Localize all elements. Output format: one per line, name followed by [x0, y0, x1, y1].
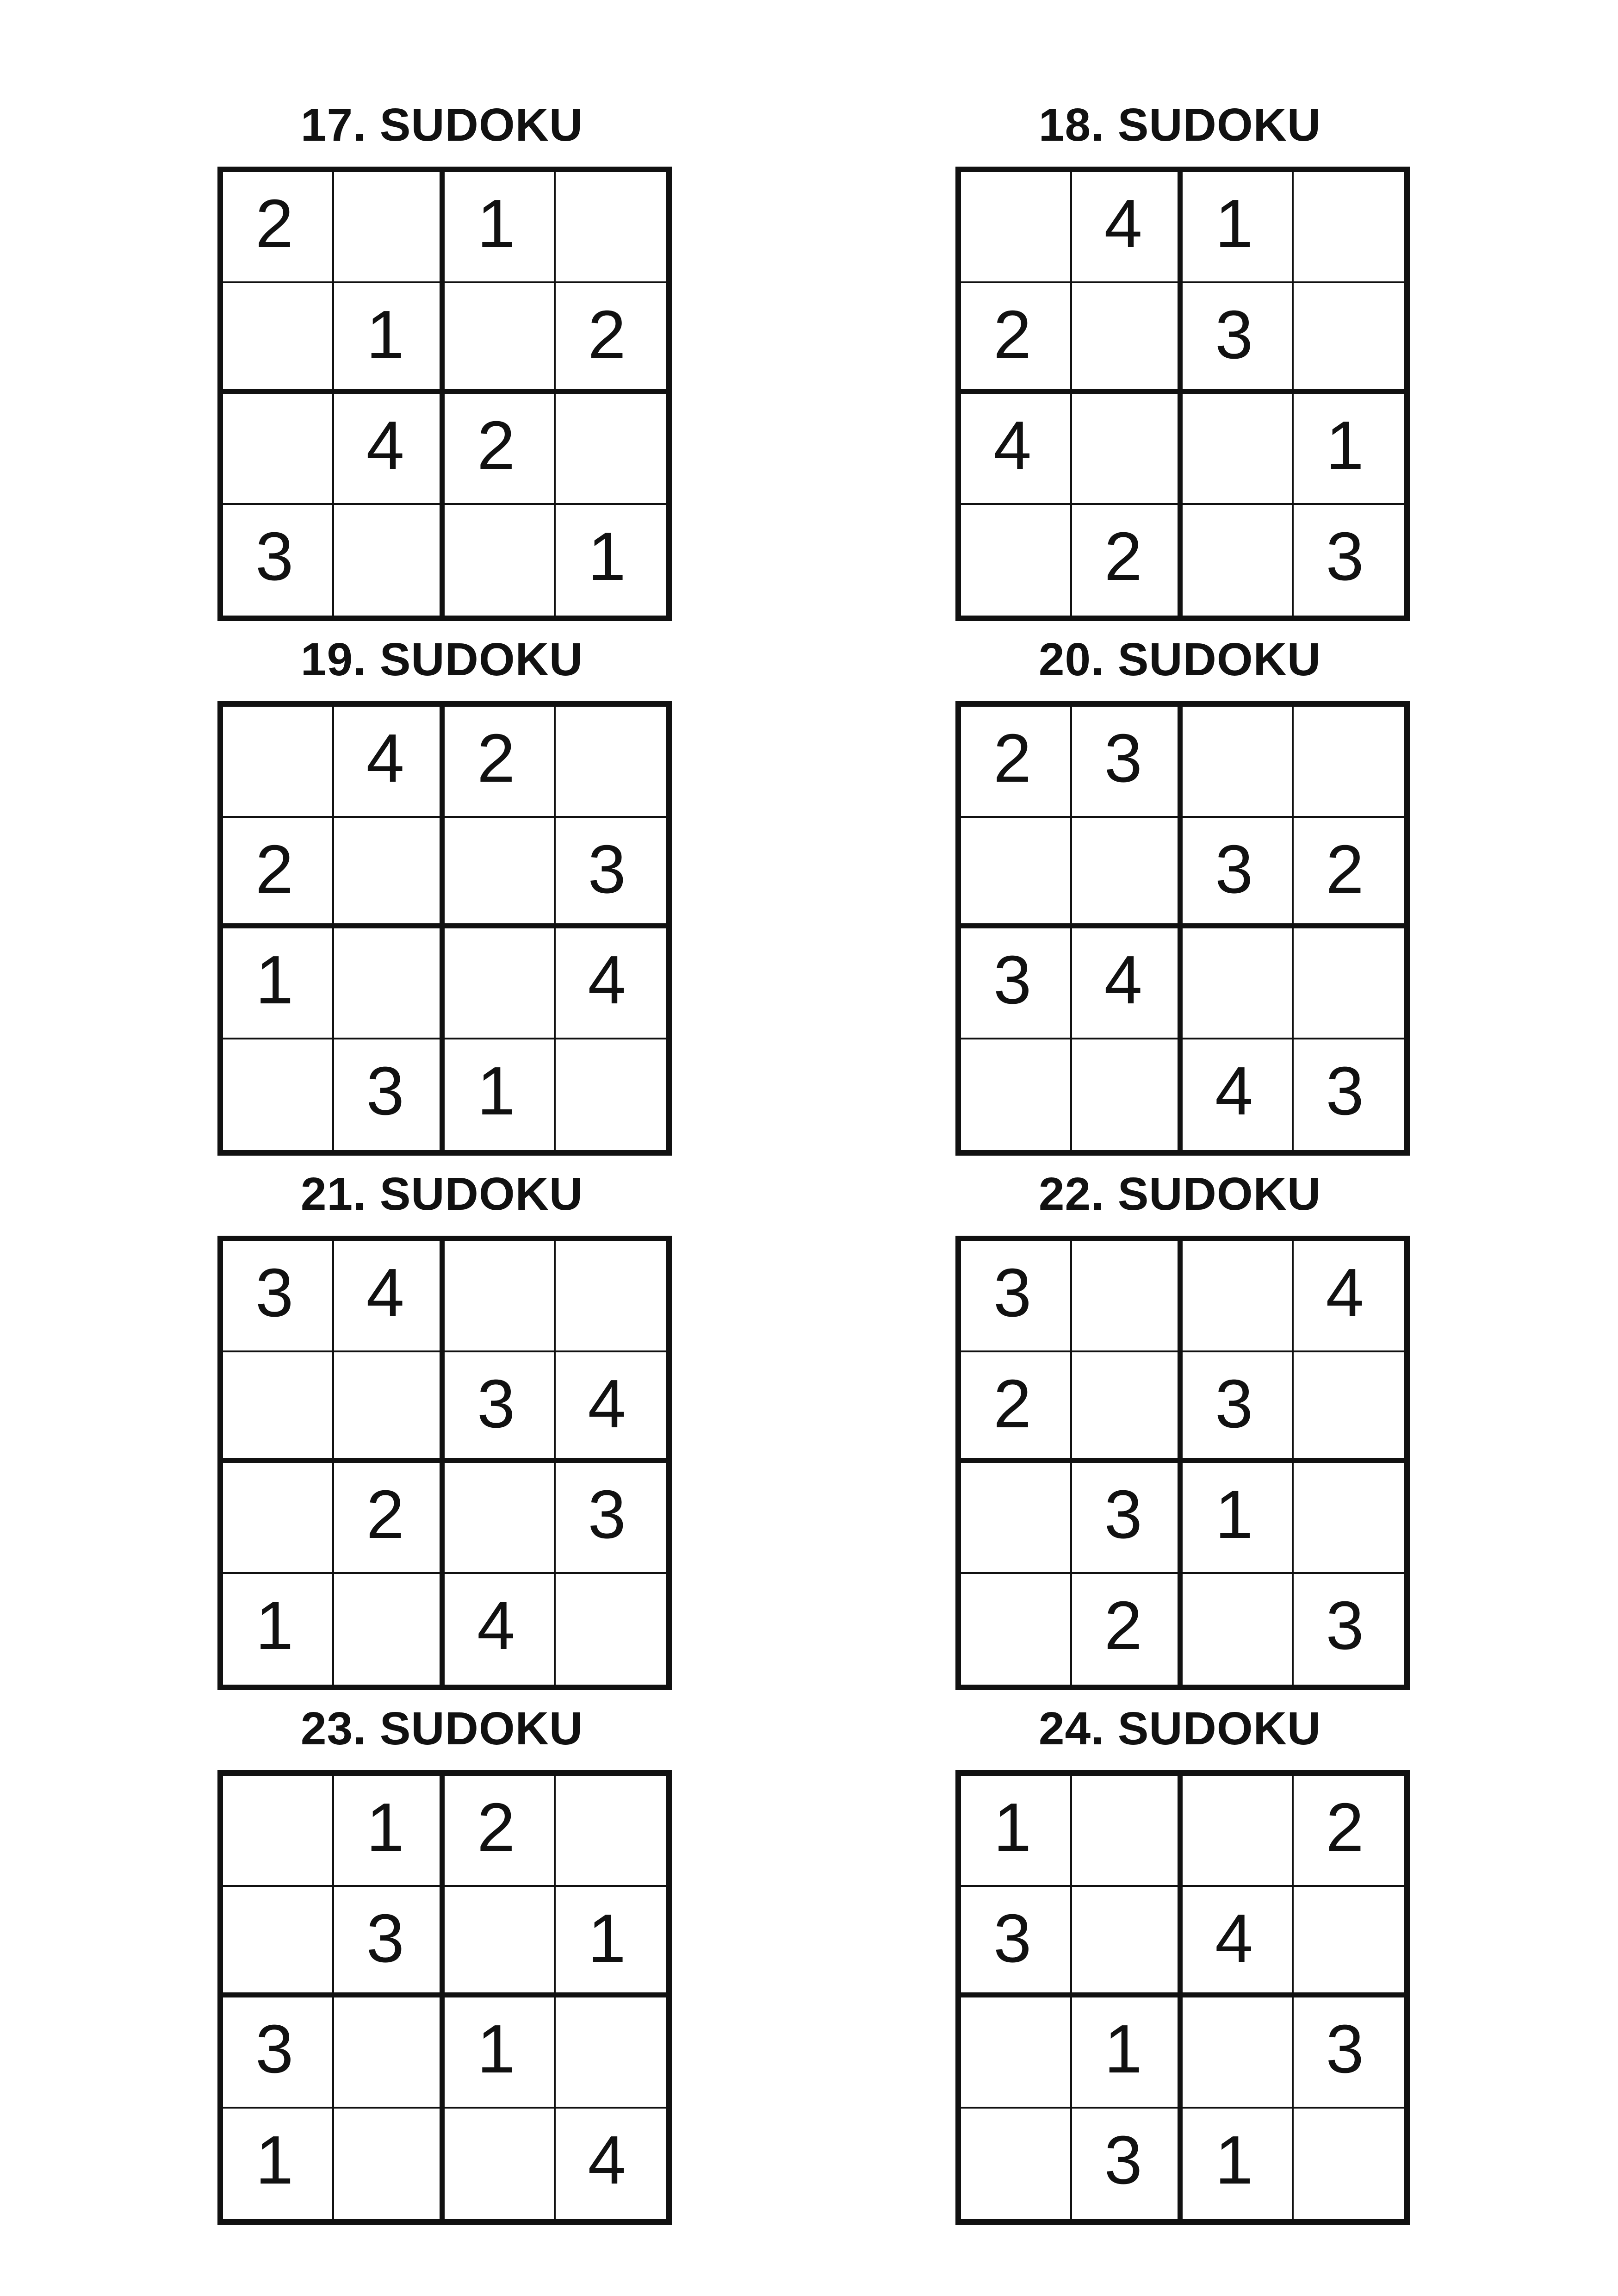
grid-cell[interactable]: [1072, 818, 1183, 929]
grid-cell[interactable]: [556, 394, 667, 505]
grid-cell[interactable]: 3: [1072, 2109, 1183, 2220]
grid-cell[interactable]: [445, 283, 556, 394]
grid-cell[interactable]: [1183, 1997, 1294, 2109]
grid-cell[interactable]: 1: [1183, 2109, 1294, 2220]
grid-cell[interactable]: 4: [334, 394, 445, 505]
grid-cell[interactable]: [223, 1039, 334, 1151]
grid-cell[interactable]: 2: [1294, 1776, 1405, 1887]
grid-cell[interactable]: [445, 505, 556, 616]
grid-cell[interactable]: [556, 1997, 667, 2109]
grid-cell[interactable]: 2: [1072, 1574, 1183, 1685]
grid-cell[interactable]: 4: [334, 707, 445, 818]
grid-cell[interactable]: 3: [334, 1887, 445, 1998]
grid-cell[interactable]: 2: [223, 172, 334, 283]
grid-cell[interactable]: [1183, 505, 1294, 616]
grid-cell[interactable]: [1072, 1039, 1183, 1151]
grid-cell[interactable]: 1: [223, 928, 334, 1039]
puzzle-title: 22. SUDOKU: [1038, 1168, 1321, 1220]
sudoku-grid: [217, 1770, 672, 2225]
grid-cell[interactable]: [1072, 1352, 1183, 1463]
grid-cell[interactable]: 3: [1294, 1997, 1405, 2109]
grid-cell[interactable]: 2: [445, 1776, 556, 1887]
grid-cell[interactable]: [334, 2109, 445, 2220]
grid-cell[interactable]: 2: [1294, 818, 1405, 929]
grid-cell[interactable]: 1: [961, 1776, 1072, 1887]
grid-cell[interactable]: [961, 1463, 1072, 1574]
grid-cell[interactable]: [1183, 1574, 1294, 1685]
puzzle-title: 23. SUDOKU: [300, 1703, 583, 1755]
grid-cell[interactable]: 4: [1072, 172, 1183, 283]
grid-cell[interactable]: [556, 1574, 667, 1685]
grid-cell[interactable]: 3: [223, 1997, 334, 2109]
grid-cell[interactable]: [961, 1039, 1072, 1151]
grid-cell[interactable]: [1183, 928, 1294, 1039]
puzzle-title: 19. SUDOKU: [300, 634, 583, 685]
grid-cell[interactable]: [223, 1463, 334, 1574]
grid-cell[interactable]: 3: [1326, 1587, 1364, 1664]
sudoku-grid: [217, 1236, 672, 1690]
grid-cell[interactable]: 3: [1326, 518, 1364, 595]
grid-cell[interactable]: 4: [1183, 1887, 1294, 1998]
sudoku-puzzle-18: [955, 93, 1404, 657]
grid-cell[interactable]: 1: [334, 1776, 445, 1887]
grid-cell[interactable]: 4: [556, 1352, 667, 1463]
puzzle-title: 17. SUDOKU: [300, 99, 583, 151]
grid-cell[interactable]: [334, 928, 445, 1039]
grid-cell[interactable]: [961, 2109, 1072, 2220]
grid-cell[interactable]: 2: [223, 818, 334, 929]
puzzle-title: 21. SUDOKU: [300, 1168, 583, 1220]
grid-cell[interactable]: [1294, 1463, 1405, 1574]
grid-cell[interactable]: 1: [334, 283, 445, 394]
grid-cell[interactable]: [445, 818, 556, 929]
grid-cell[interactable]: [445, 928, 556, 1039]
grid-cell[interactable]: [223, 283, 334, 394]
sudoku-grid: [955, 1770, 1410, 2225]
grid-cell[interactable]: [1183, 394, 1294, 505]
grid-cell[interactable]: [223, 1776, 334, 1887]
grid-cell[interactable]: 4: [1072, 928, 1183, 1039]
grid-cell[interactable]: [445, 1887, 556, 1998]
grid-cell[interactable]: 2: [445, 394, 556, 505]
sudoku-puzzle-20: [955, 627, 1404, 1192]
grid-cell[interactable]: [1294, 928, 1405, 1039]
grid-cell[interactable]: 3: [1072, 707, 1183, 818]
sudoku-puzzle-24: [955, 1696, 1404, 2261]
grid-cell[interactable]: 4: [961, 394, 1072, 505]
grid-cell[interactable]: 1: [223, 2109, 334, 2220]
puzzle-title: 18. SUDOKU: [1038, 99, 1321, 151]
grid-cell[interactable]: [1183, 1241, 1294, 1352]
grid-cell[interactable]: [334, 172, 445, 283]
grid-cell[interactable]: [1183, 1776, 1294, 1887]
grid-cell[interactable]: 1: [1183, 172, 1294, 283]
grid-cell[interactable]: [961, 1574, 1072, 1685]
grid-cell[interactable]: [556, 1039, 667, 1151]
puzzle-title: 20. SUDOKU: [1038, 634, 1321, 685]
grid-cell[interactable]: 4: [556, 928, 667, 1039]
grid-cell[interactable]: [334, 1352, 445, 1463]
sudoku-grid: [955, 1236, 1410, 1690]
grid-cell[interactable]: [556, 1776, 667, 1887]
grid-cell[interactable]: [445, 1241, 556, 1352]
sudoku-grid: [955, 167, 1410, 621]
grid-cell[interactable]: [1072, 283, 1183, 394]
sudoku-puzzle-19: [217, 627, 666, 1192]
grid-cell[interactable]: 1: [445, 172, 556, 283]
grid-cell[interactable]: [556, 172, 667, 283]
grid-cell[interactable]: 1: [1294, 394, 1405, 505]
grid-cell[interactable]: 3: [1326, 1052, 1364, 1129]
grid-cell[interactable]: 3: [961, 928, 1072, 1039]
grid-cell[interactable]: [1072, 1241, 1183, 1352]
grid-cell[interactable]: [334, 818, 445, 929]
grid-cell[interactable]: 4: [1294, 1241, 1405, 1352]
grid-cell[interactable]: [223, 1887, 334, 1998]
grid-cell[interactable]: [1294, 2109, 1405, 2220]
grid-cell[interactable]: 3: [961, 1241, 1072, 1352]
grid-cell[interactable]: 2: [961, 283, 1072, 394]
grid-cell[interactable]: [1294, 707, 1405, 818]
grid-cell[interactable]: [961, 818, 1072, 929]
grid-cell[interactable]: 2: [1072, 505, 1183, 616]
grid-cell[interactable]: 1: [1072, 1997, 1183, 2109]
grid-cell[interactable]: 3: [223, 505, 334, 616]
grid-cell[interactable]: 4: [445, 1574, 556, 1685]
grid-cell[interactable]: 3: [334, 1039, 445, 1151]
grid-cell[interactable]: [556, 1241, 667, 1352]
grid-cell[interactable]: [1294, 1887, 1405, 1998]
sudoku-puzzle-21: [217, 1162, 666, 1726]
puzzle-title: 24. SUDOKU: [1038, 1703, 1321, 1755]
grid-cell[interactable]: 1: [223, 1574, 334, 1685]
sudoku-puzzle-22: [955, 1162, 1404, 1726]
grid-cell[interactable]: 1: [556, 1887, 667, 1998]
grid-cell[interactable]: [1072, 1887, 1183, 1998]
grid-cell[interactable]: [961, 1997, 1072, 2109]
grid-cell[interactable]: 4: [334, 1241, 445, 1352]
sudoku-puzzle-17: [217, 93, 666, 657]
grid-cell[interactable]: 3: [223, 1241, 334, 1352]
grid-cell[interactable]: 3: [1183, 283, 1294, 394]
grid-cell[interactable]: [1294, 172, 1405, 283]
sudoku-grid: [217, 701, 672, 1156]
grid-cell[interactable]: 4: [1183, 1039, 1294, 1151]
grid-cell[interactable]: 2: [334, 1463, 445, 1574]
grid-cell[interactable]: 1: [588, 518, 626, 595]
sudoku-puzzle-23: [217, 1696, 666, 2261]
grid-cell[interactable]: 2: [556, 283, 667, 394]
grid-cell[interactable]: [1072, 394, 1183, 505]
grid-cell[interactable]: [961, 505, 1072, 616]
grid-cell[interactable]: [223, 1352, 334, 1463]
grid-cell[interactable]: [1294, 283, 1405, 394]
grid-cell[interactable]: 4: [588, 2122, 626, 2198]
grid-cell[interactable]: [334, 1574, 445, 1685]
grid-cell[interactable]: [1072, 1776, 1183, 1887]
grid-cell[interactable]: [223, 707, 334, 818]
grid-cell[interactable]: 3: [1072, 1463, 1183, 1574]
grid-cell[interactable]: 3: [556, 1463, 667, 1574]
grid-cell[interactable]: [334, 1997, 445, 2109]
grid-cell[interactable]: [556, 707, 667, 818]
grid-cell[interactable]: 3: [445, 1352, 556, 1463]
grid-cell[interactable]: 1: [445, 1039, 556, 1151]
grid-cell[interactable]: [445, 2109, 556, 2220]
grid-cell[interactable]: 1: [1183, 1463, 1294, 1574]
sudoku-grid: [955, 701, 1410, 1156]
grid-cell[interactable]: 2: [961, 707, 1072, 818]
grid-cell[interactable]: 2: [961, 1352, 1072, 1463]
sudoku-grid: [217, 167, 672, 621]
grid-cell[interactable]: [223, 394, 334, 505]
grid-cell[interactable]: [334, 505, 445, 616]
grid-cell[interactable]: 3: [1183, 1352, 1294, 1463]
grid-cell[interactable]: 1: [445, 1997, 556, 2109]
grid-cell[interactable]: [1294, 1352, 1405, 1463]
grid-cell[interactable]: 3: [556, 818, 667, 929]
grid-cell[interactable]: [1183, 707, 1294, 818]
grid-cell[interactable]: 3: [961, 1887, 1072, 1998]
grid-cell[interactable]: 3: [1183, 818, 1294, 929]
grid-cell[interactable]: 2: [445, 707, 556, 818]
grid-cell[interactable]: [961, 172, 1072, 283]
grid-cell[interactable]: [445, 1463, 556, 1574]
